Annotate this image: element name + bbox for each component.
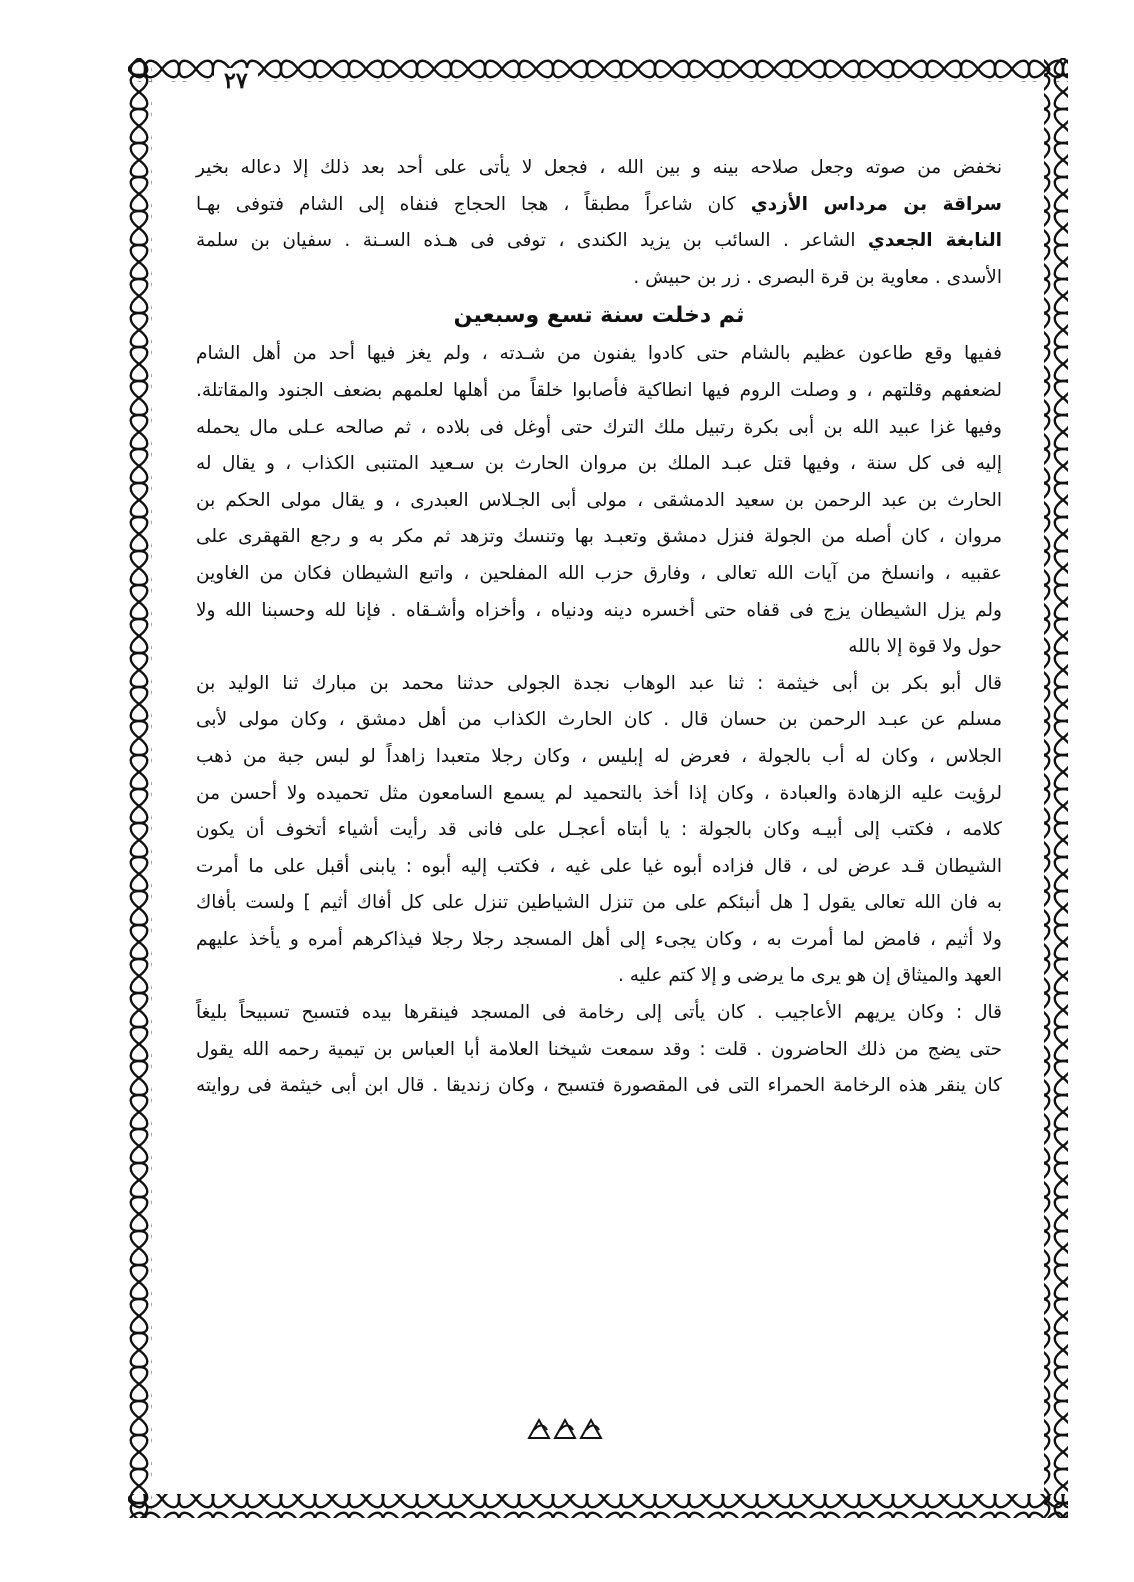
text-segment: مروان ، كان أصله من الجولة فنزل دمشق وتعبـد بها وتنسك وتزهد ثم مكر به و رجع القهقرى على (196, 526, 1002, 548)
text-segment: العهد والميثاق إن هو يرى ما يرضى و إلا كتم عليه . (618, 965, 1002, 987)
text-line (196, 556, 1002, 593)
text-segment: ولم يزل الشيطان يزج فى قفاه حتى أخسره دينه ودنياه ، وأخزاه وأشـقاه . فإنا لله وحسبنا الله ولا (196, 599, 1002, 621)
text-line (196, 812, 1002, 849)
text-line (196, 995, 1002, 1032)
text-segment: حتى يضج من ذلك الحاضرون . قلت : وقد سمعت شيخنا العلامة أبا العباس بن تيمية رحمه الله يقول (196, 1038, 1002, 1060)
text-segment: به فان الله تعالى يقول [ هل أنبئكم على من تنزل الشياطين تنزل على كل أفاك أثيم ] ولست بأفاك (196, 892, 1002, 914)
text-line (196, 446, 1002, 483)
text-line (196, 702, 1002, 739)
text-segment: وفيها غزا عبيد الله بن أبى بكرة رتبيل ملك الترك حتى أوغل فى بلاده ، ثم صالحه عـلى مال يحمله (196, 416, 1002, 438)
text-line (196, 593, 1002, 630)
text-segment: الشاعر . السائب بن يزيد الكندى ، توفى فى هـذه السـنة . سفيان بن سلمة (196, 230, 868, 252)
text-line (196, 1032, 1002, 1069)
person-name: سراقة بن مرداس الأزدي (750, 193, 1002, 215)
text-line (196, 519, 1002, 556)
text-segment: حول ولا قوة إلا بالله (848, 636, 1002, 658)
text-line (196, 150, 1002, 187)
text-segment: عقبيه ، وانسلخ من آيات الله تعالى ، وفارق حزب الله المفلحين ، واتبع الشيطان فكان من الغاوين (196, 562, 1002, 584)
text-line (196, 629, 1002, 666)
end-ornament-icon (525, 1416, 609, 1442)
text-segment: كان ينقر هذه الرخامة الحمراء التى فى المقصورة فتسبح ، وكان زنديقا . قال ابن أبى خيثمة فى روايته (196, 1075, 1002, 1097)
text-segment: الشيطان قـد عرض لى ، قال فزاده أبوه غيا على غيه ، فكتب إليه أبوه : يابنى أقبل على ما أمرت (196, 855, 1002, 877)
text-line (196, 885, 1002, 922)
text-line (196, 410, 1002, 447)
text-segment: كلامه ، فكتب إلى أبيـه وكان بالجولة : يا أبتاه أعجـل على فانى قد رأيت أشياء أتخوف أن يكون (196, 819, 1002, 841)
text-line (196, 260, 1002, 297)
text-line (196, 922, 1002, 959)
text-segment: الجلاس ، وكان له أب بالجولة ، فعرض له إبليس ، وكان رجلا متعبدا زاهداً لو لبس جبة من ذهب (196, 745, 1002, 767)
section-heading: ثم دخلت سنة تسع وسبعين (453, 303, 745, 329)
text-line (196, 336, 1002, 373)
text-line (196, 739, 1002, 776)
text-segment: مسلم عن عبـد الرحمن بن حسان قال . كان الحارث الكذاب من أهل دمشق ، وكان مولى لأبى (196, 709, 1002, 731)
text-line (196, 849, 1002, 886)
text-segment: قال أبو بكر بن أبى خيثمة : ثنا عبد الوهاب نجدة الجولى حدثنا محمد بن مبارك ثنا الوليد بن (196, 672, 1002, 694)
text-segment: ففيها وقع طاعون عظيم بالشام حتى كادوا يفنون من شـدته ، ولم يغز فيها أحد من أهل الشام (196, 343, 1002, 365)
person-name: النابغة الجعدي (867, 230, 1002, 252)
text-line (196, 187, 1002, 224)
text-line (196, 223, 1002, 260)
text-line (196, 373, 1002, 410)
page-number: ٢٧ (214, 68, 258, 94)
text-line (196, 666, 1002, 703)
text-line (196, 776, 1002, 813)
text-line (196, 1068, 1002, 1105)
page-body-text (196, 150, 1002, 1105)
text-segment: قال : وكان يريهم الأعاجيب . كان يأتى إلى رخامة فى المسجد فينقرها بيده فتسبح تسبيحاً بليغاً (196, 1002, 1002, 1024)
text-segment: الحارث بن عبد الرحمن بن سعيد الدمشقى ، مولى أبى الجـلاس العبدرى ، و يقال مولى الحكم بن (196, 489, 1002, 511)
text-line (196, 958, 1002, 995)
text-segment: كان شاعراً مطبقاً ، هجا الحجاج فنفاه إلى الشام فتوفى بهـا (196, 193, 751, 215)
text-segment: نخفض من صوته وجعل صلاحه بينه و بين الله ، فجعل لا يأتى على أحد بعد ذلك إلا دعاله بخير (196, 157, 1002, 178)
text-segment: إليه فى كل سنة ، وفيها قتل عبـد الملك بن مروان الحارث بن سـعيد المتنبى الكذاب ، و يقال له (196, 453, 1002, 475)
text-segment: لضعفهم وقلتهم ، و وصلت الروم فيها انطاكية فأصابوا خلقاً من أهلها لعلمهم بضعف الجنود والمقاتلة. (196, 379, 1002, 401)
text-segment: الأسدى . معاوية بن قرة البصرى . زر بن حبيش . (633, 266, 1002, 288)
text-segment: ولا أثيم ، فامض لما أمرت به ، وكان يجىء إلى أهل المسجد رجلا رجلا فيذاكرهم أمره و يأخذ عليهم (196, 928, 1002, 950)
text-segment: لرؤيت عليه الزهادة والعبادة ، وكان إذا أخذ بالتحميد لم يسمع السامعون مثل تحميده ولا أحسن من (196, 782, 1002, 804)
text-line (196, 483, 1002, 520)
